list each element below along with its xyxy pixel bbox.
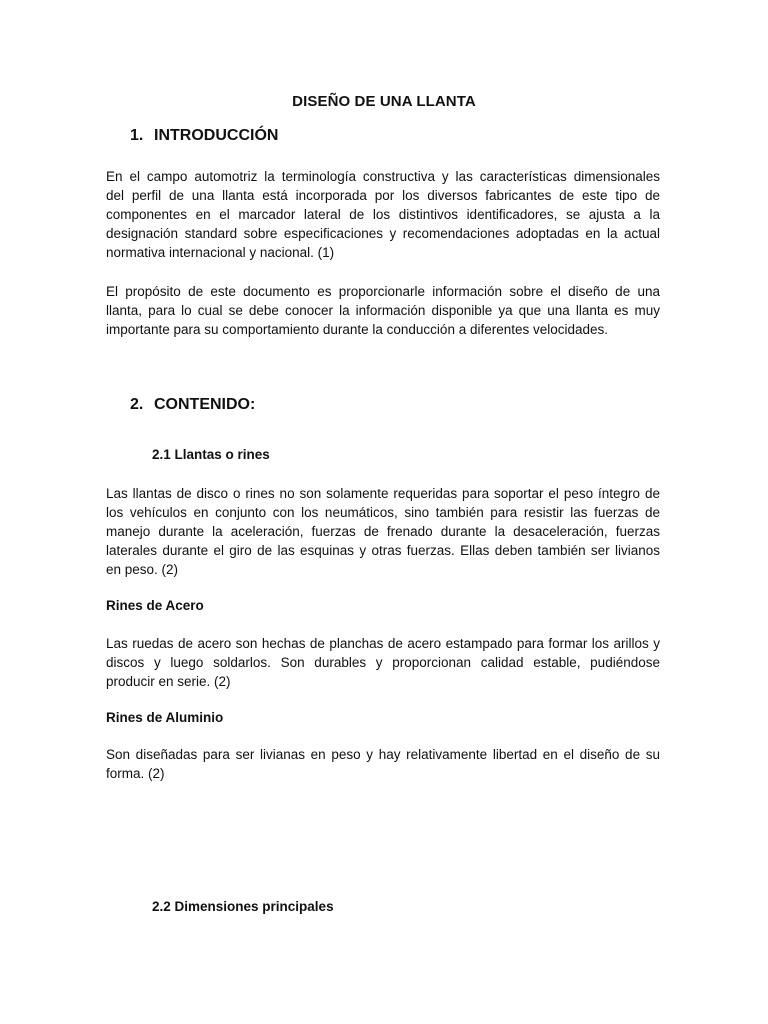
- paragraph-intro-1: [106, 167, 660, 262]
- paragraph-llantas-o-rines: [106, 484, 660, 579]
- text-line: En el campo automotriz la terminología constructiva y las características dimensionales: [106, 169, 660, 184]
- text-line: normativa internacional y nacional. (1): [106, 245, 335, 260]
- text-line: llanta, para lo cual se debe conocer la información disponible ya que una llanta es muy: [106, 303, 660, 318]
- text-line: El propósito de este documento es proporcionarle información sobre el diseño de una: [106, 284, 660, 299]
- text-line: en peso. (2): [106, 562, 179, 577]
- paragraph-rines-de-aluminio: [106, 745, 660, 783]
- paragraph-rines-de-acero: [106, 634, 660, 691]
- section-heading-contenido: [130, 396, 255, 414]
- document-title: DISEÑO DE UNA LLANTA: [292, 93, 476, 110]
- text-line: manejo durante la aceleración, fuerzas de frenado durante la desaceleración, fuerzas: [106, 524, 660, 539]
- text-line: forma. (2): [106, 766, 165, 781]
- section-title: CONTENIDO:: [154, 396, 256, 413]
- text-line: del perfil de una llanta está incorporada por los diversos fabricantes de este tipo de: [106, 188, 660, 203]
- section-number: 2.: [130, 396, 144, 413]
- section-title: INTRODUCCIÓN: [154, 127, 279, 144]
- text-line: Las ruedas de acero son hechas de planchas de acero estampado para formar los arillos y: [106, 636, 660, 651]
- text-line: Las llantas de disco o rines no son solamente requeridas para soportar el peso íntegro de: [106, 486, 660, 501]
- text-line: Son diseñadas para ser livianas en peso y hay relativamente libertad en el diseño de su: [106, 747, 660, 762]
- heading-rines-de-aluminio: Rines de Aluminio: [106, 710, 224, 725]
- text-line: los vehículos en conjunto con los neumáticos, sino también para resistir las fuerzas de: [106, 505, 660, 520]
- text-line: producir en serie. (2): [106, 674, 231, 689]
- text-line: laterales durante el giro de las esquinas y otras fuerzas. Ellas deben también ser livianos: [106, 543, 660, 558]
- text-line: designación standard sobre especificaciones y recomendaciones adoptadas en la actual: [106, 226, 660, 241]
- section-heading-introduccion: [130, 127, 278, 145]
- paragraph-intro-2: [106, 282, 660, 339]
- text-line: importante para su comportamiento durante la conducción a diferentes velocidades.: [106, 322, 609, 337]
- subsection-heading-llantas-o-rines: 2.1 Llantas o rines: [152, 447, 270, 462]
- text-line: discos y luego soldarlos. Son durables y proporcionan calidad estable, pudiéndose: [106, 655, 660, 670]
- heading-rines-de-acero: Rines de Acero: [106, 598, 204, 613]
- section-number: 1.: [130, 127, 144, 144]
- text-line: componentes en el marcador lateral de los distintivos identificadores, se ajusta a la: [106, 207, 660, 222]
- subsection-heading-dimensiones-principales: 2.2 Dimensiones principales: [152, 899, 334, 914]
